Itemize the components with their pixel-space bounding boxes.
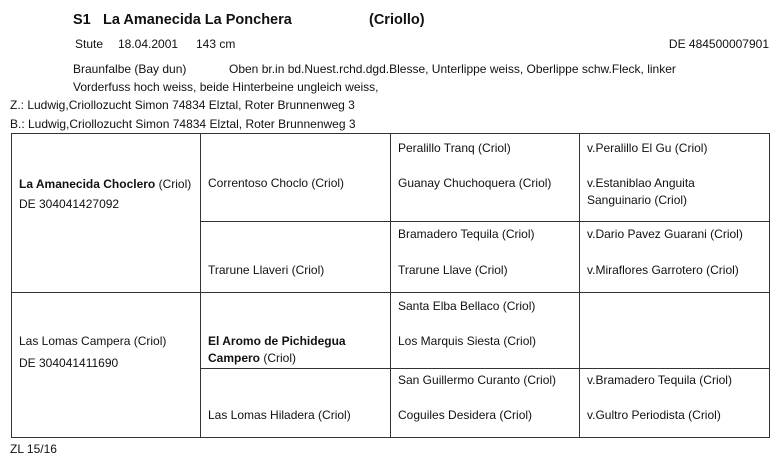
g4-ds-cell [580,293,770,369]
horse-breed: (Criollo) [369,12,425,28]
sire-name: La Amanecida Choclero [19,177,156,191]
dss-name: Santa Elba Bellaco (Criol) [398,299,536,313]
dam-reg: DE 304041411690 [19,356,119,370]
g4-dds-name: v.Bramadero Tequila (Criol) [587,373,732,387]
pedigree-table [11,133,770,438]
horse-markings-line2: Vorderfuss hoch weiss, beide Hinterbeine ungleich weiss, [73,80,379,94]
sire-sire-cell [201,134,391,222]
ssd-name: Guanay Chuchoquera (Criol) [398,176,552,190]
dds-name: San Guillermo Curanto (Criol) [398,373,557,387]
sire-dam-name: Trarune Llaveri (Criol) [208,263,325,277]
ds-cell [391,293,580,369]
sire-sire-name: Correntoso Choclo (Criol) [208,176,345,190]
dam-dam-name: Las Lomas Hiladera (Criol) [208,408,351,422]
sds-name: Bramadero Tequila (Criol) [398,227,535,241]
dam-dam-cell [201,369,391,438]
sire-breed: (Criol) [158,177,192,191]
g4-sd-cell [580,222,770,293]
g4-ss-cell [580,134,770,222]
dam-sire-name-line2 [208,350,296,366]
sire-dam-cell [201,222,391,293]
g4-ssd-name-line2: Sanguinario (Criol) [587,193,688,207]
g4-ssd-name-line1: v.Estaniblao Anguita [587,176,695,190]
horse-name: La Amanecida La Ponchera [103,12,292,28]
g4-dd-cell [580,369,770,438]
footer-code: ZL 15/16 [10,442,57,456]
g4-sss-name: v.Peralillo El Gu (Criol) [587,141,708,155]
g4-sdd-name: v.Miraflores Garrotero (Criol) [587,263,739,277]
sss-cell [391,134,580,222]
dd-cell [391,369,580,438]
dam-sire-name-line1: El Aromo de Pichidegua [208,334,346,348]
breeder: Z.: Ludwig,Criollozucht Simon 74834 Elztal, Roter Brunnenweg 3 [10,98,355,112]
owner: B.: Ludwig,Criollozucht Simon 74834 Elztal, Roter Brunnenweg 3 [10,117,356,131]
dsd-name: Los Marquis Siesta (Criol) [398,334,537,348]
horse-color: Braunfalbe (Bay dun) [73,62,187,76]
horse-sex: Stute [75,37,104,51]
dam-sire-cell [201,293,391,369]
horse-height: 143 cm [196,37,236,51]
sd-cell [391,222,580,293]
g4-ddd-name: v.Gultro Periodista (Criol) [587,408,721,422]
horse-code: S1 [73,12,91,28]
sss-name: Peralillo Tranq (Criol) [398,141,511,155]
sire-cell [12,134,201,293]
horse-markings-line1: Oben br.in bd.Nuest.rchd.dgd.Blesse, Unterlippe weiss, Oberlippe schw.Fleck, linker [229,62,676,76]
sire-reg: DE 304041427092 [19,197,120,211]
dam-sire-breed: (Criol) [260,351,297,365]
horse-reg-number: DE 484500007901 [668,37,769,51]
horse-birthdate: 18.04.2001 [118,37,179,51]
dam-name: Las Lomas Campera (Criol) [19,334,167,348]
ddd-name: Coguiles Desidera (Criol) [398,408,533,422]
g4-sds-name: v.Dario Pavez Guarani (Criol) [587,227,743,241]
sdd-name: Trarune Llave (Criol) [398,263,508,277]
dam-cell [12,293,201,438]
sire-name-line [19,176,191,192]
dam-sire-name-bold: Campero [208,351,261,365]
